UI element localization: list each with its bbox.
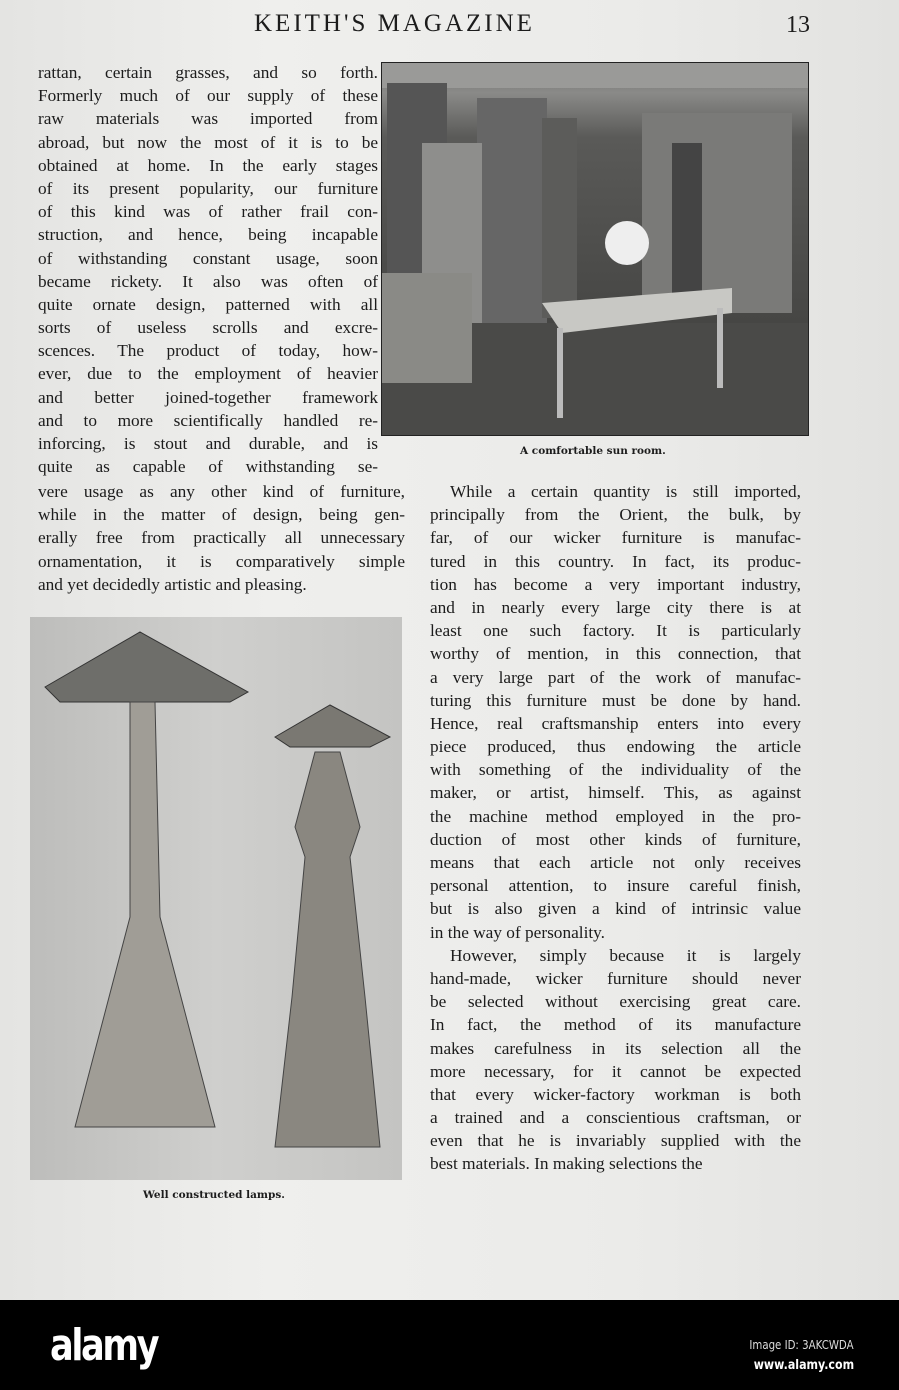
- text-line: and yet decidedly artistic and pleasing.: [38, 574, 307, 594]
- text-line: Hence, real craftsmanship enters into every: [430, 713, 801, 733]
- text-line: and in nearly every large city there is at: [430, 597, 801, 617]
- text-line: means that each article not only receives: [430, 853, 801, 872]
- right-column-text: [430, 480, 801, 1176]
- sun-room-caption: A comfortable sun room.: [520, 445, 666, 457]
- text-line: of this kind was of rather frail con-: [38, 202, 378, 222]
- text-line: ever, due to the employment of heavier: [38, 364, 378, 384]
- text-line: principally from the Orient, the bulk, by: [430, 505, 801, 525]
- text-line: makes carefulness in its selection all the: [430, 1038, 801, 1058]
- sun-room-illustration: [382, 63, 808, 435]
- text-line: best materials. In making selections the: [430, 1154, 703, 1174]
- text-line: that every wicker-factory workman is both: [430, 1084, 801, 1104]
- text-line: and better joined-together framework: [38, 387, 378, 407]
- text-line: inforcing, is stout and durable, and is: [38, 434, 378, 453]
- text-line: However, simply because it is largely: [450, 945, 801, 965]
- text-line: more necessary, for it cannot be expected: [430, 1061, 801, 1081]
- text-line: far, of our wicker furniture is manufac-: [430, 528, 801, 548]
- text-line: obtained at home. In the early stages: [38, 155, 378, 175]
- page-number: 13: [786, 12, 810, 38]
- text-line: erally free from practically all unnecessary: [38, 528, 405, 548]
- text-line: duction of most other kinds of furniture,: [430, 829, 801, 849]
- text-line: be selected without exercising great care.: [430, 992, 801, 1012]
- sun-room-photo: [381, 62, 809, 436]
- text-line: least one such factory. It is particularly: [430, 621, 801, 641]
- text-line: abroad, but now the most of it is to be: [38, 132, 378, 152]
- text-line: turing this furniture must be done by hand.: [430, 690, 801, 710]
- text-line: scences. The product of today, how-: [38, 341, 378, 361]
- text-line: struction, and hence, being incapable: [38, 225, 378, 245]
- text-line: rattan, certain grasses, and so forth.: [38, 63, 378, 82]
- text-line: Formerly much of our supply of these: [38, 86, 378, 106]
- text-line: raw materials was imported from: [38, 109, 378, 129]
- text-line: vere usage as any other kind of furniture,: [38, 482, 405, 501]
- lamps-caption: Well constructed lamps.: [143, 1189, 285, 1201]
- text-line: While a certain quantity is still imported,: [450, 482, 801, 501]
- text-line: a trained and a conscientious craftsman, or: [430, 1108, 801, 1128]
- text-line: personal attention, to insure careful finish,: [430, 876, 801, 896]
- text-line: but is also given a kind of intrinsic value: [430, 899, 801, 919]
- text-line: maker, or artist, himself. This, as against: [430, 783, 801, 803]
- left-column-text: [38, 61, 378, 478]
- watermark-banner: [0, 1300, 899, 1390]
- text-line: quite ornate design, patterned with all: [38, 294, 378, 314]
- text-line: tured in this country. In fact, its produc-: [430, 551, 801, 571]
- lamps-photo: [30, 617, 402, 1180]
- text-line: of its present popularity, our furniture: [38, 178, 378, 198]
- left-column-wide-text: [38, 480, 405, 596]
- text-line: in the way of personality.: [430, 922, 606, 942]
- text-line: In fact, the method of its manufacture: [430, 1015, 801, 1035]
- text-line: worthy of mention, in this connection, that: [430, 644, 801, 664]
- text-line: hand-made, wicker furniture should never: [430, 968, 801, 988]
- text-line: sorts of useless scrolls and excre-: [38, 318, 378, 338]
- text-line: with something of the individuality of the: [430, 760, 801, 780]
- magazine-title: KEITH'S MAGAZINE: [254, 10, 535, 37]
- text-line: and to more scientifically handled re-: [38, 410, 378, 430]
- text-line: quite as capable of withstanding se-: [38, 457, 378, 477]
- text-line: while in the matter of design, being gen-: [38, 505, 405, 525]
- text-line: piece produced, thus endowing the article: [430, 737, 801, 757]
- text-line: of withstanding constant usage, soon: [38, 248, 378, 268]
- alamy-logo: alamy: [50, 1320, 158, 1371]
- text-line: tion has become a very important industry,: [430, 574, 801, 594]
- text-line: even that he is invariably supplied with the: [430, 1131, 801, 1151]
- image-id: Image ID: 3AKCWDA: [749, 1338, 854, 1352]
- lamps-illustration: [30, 617, 402, 1180]
- text-line: became rickety. It also was often of: [38, 271, 378, 291]
- text-line: the machine method employed in the pro-: [430, 806, 801, 826]
- text-line: a very large part of the work of manufac-: [430, 667, 801, 687]
- text-line: ornamentation, it is comparatively simple: [38, 551, 405, 571]
- watermark-url: www.alamy.com: [753, 1358, 854, 1373]
